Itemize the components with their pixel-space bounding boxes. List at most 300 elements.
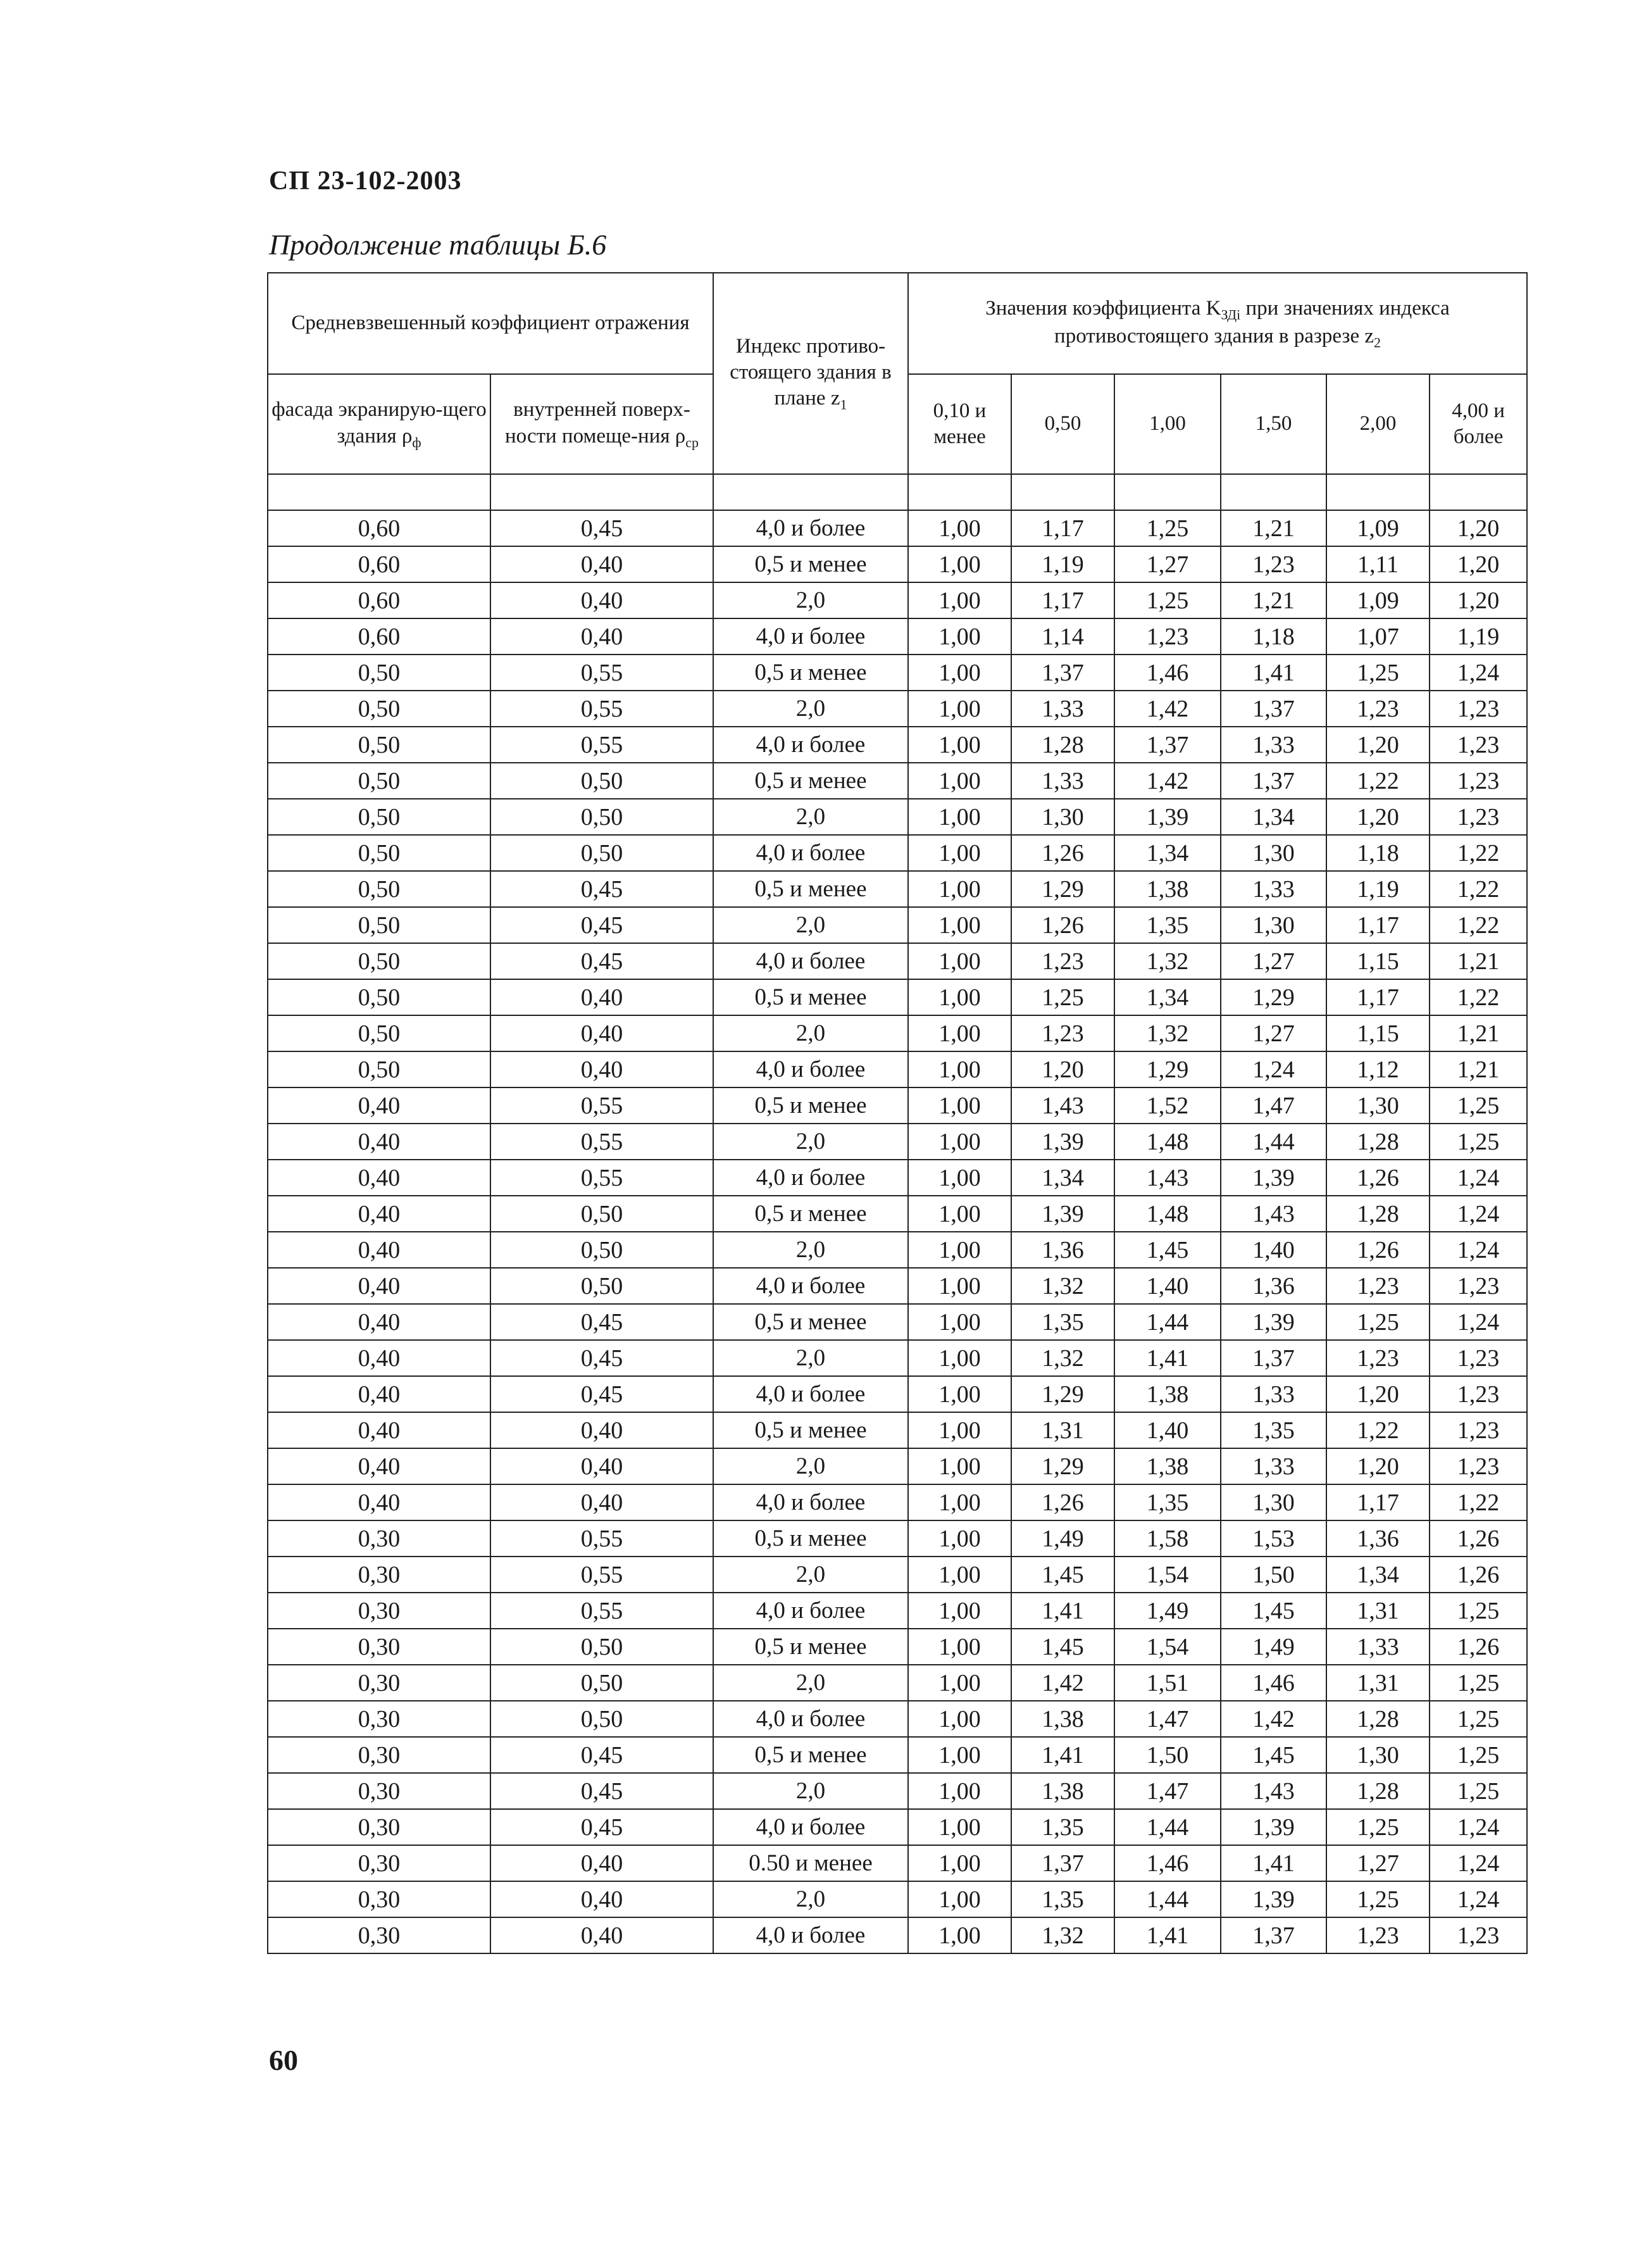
table-cell: 1,22 [1430,907,1527,943]
table-cell: 0,30 [268,1845,490,1881]
table-cell: 1,11 [1326,546,1430,582]
table-cell: 1,23 [1430,691,1527,727]
table-cell: 1,33 [1221,1448,1326,1484]
table-cell: 1,33 [1221,727,1326,763]
table-cell: 1,21 [1221,582,1326,618]
table-cell: 1,17 [1011,510,1114,546]
table-cell: 1,21 [1221,510,1326,546]
table-row [268,835,1527,871]
table-cell: 1,24 [1430,1232,1527,1268]
table-cell: 0,40 [490,618,713,655]
table-cell: 1,38 [1114,1448,1221,1484]
table-row [268,1665,1527,1701]
table-cell: 1,00 [908,871,1011,907]
table-cell: 1,42 [1221,1701,1326,1737]
table-cell: 1,41 [1011,1593,1114,1629]
table-cell: 1,36 [1326,1520,1430,1557]
table-cell: 0,30 [268,1701,490,1737]
table-cell: 1,41 [1011,1737,1114,1773]
cell-index-plan: 4,0 и более [713,1268,908,1304]
table-cell: 1,00 [908,1881,1011,1917]
table-cell: 1,20 [1326,799,1430,835]
table-cell: 0,40 [490,1448,713,1484]
table-cell: 1,37 [1114,727,1221,763]
cell-index-plan: 0,5 и менее [713,655,908,691]
table-cell: 1,25 [1114,582,1221,618]
table-cell: 0,50 [490,835,713,871]
table-cell: 1,19 [1011,546,1114,582]
table-cell: 1,38 [1011,1773,1114,1809]
table-cell: 1,15 [1326,943,1430,979]
table-cell: 1,23 [1430,1340,1527,1376]
table-cell: 0,30 [268,1593,490,1629]
header-reflection-group [268,273,713,374]
table-cell: 1,20 [1430,546,1527,582]
table-cell: 1,33 [1326,1629,1430,1665]
table-cell: 0,40 [268,1196,490,1232]
table-cell: 0,40 [490,546,713,582]
table-cell: 1,00 [908,1737,1011,1773]
table-cell: 0,50 [268,655,490,691]
table-cell: 1,32 [1011,1917,1114,1953]
cell-index-plan: 0,5 и менее [713,1629,908,1665]
table-cell: 0,30 [268,1809,490,1845]
table-cell: 1,41 [1221,1845,1326,1881]
table-cell: 1,00 [908,582,1011,618]
table-cell: 0,55 [490,691,713,727]
table-cell: 0,50 [490,1268,713,1304]
table-cell: 0,60 [268,510,490,546]
table-cell: 1,00 [908,1196,1011,1232]
header-values-sub: ЗД [1221,306,1237,323]
table-cell: 1,26 [1326,1160,1430,1196]
table-cell: 1,21 [1430,1015,1527,1051]
table-row [268,1629,1527,1665]
table-cell: 0,50 [268,907,490,943]
table-row [268,510,1527,546]
table-cell: 1,00 [908,655,1011,691]
table-cell: 1,39 [1221,1809,1326,1845]
table-cell: 1,49 [1114,1593,1221,1629]
table-cell: 1,23 [1430,1268,1527,1304]
cell-index-plan: 0,5 и менее [713,871,908,907]
table-row [268,546,1527,582]
table-cell: 1,46 [1221,1665,1326,1701]
header-reflection-label: Средневзвешенный коэффициент отражения [291,311,690,335]
table-cell: 1,29 [1011,871,1114,907]
table-cell: 1,22 [1430,871,1527,907]
table-cell: 1,22 [1430,835,1527,871]
header-z2-col-5: 4,00 и более [1430,374,1527,474]
table-cell: 1,25 [1430,1593,1527,1629]
header-values-prefix: Значения коэффициента K [985,296,1221,320]
table-cell: 0,30 [268,1917,490,1953]
table-cell: 0,60 [268,618,490,655]
header-index-plan [713,273,908,474]
table-cell: 0,45 [490,1304,713,1340]
cell-index-plan: 0,5 и менее [713,979,908,1015]
cell-index-plan: 4,0 и более [713,943,908,979]
cell-index-plan: 4,0 и более [713,1484,908,1520]
table-row [268,871,1527,907]
table-cell: 1,39 [1221,1160,1326,1196]
table-cell: 1,47 [1114,1773,1221,1809]
table-cell: 0,30 [268,1665,490,1701]
table-row [268,1845,1527,1881]
header-values-suffix: при значениях индекса противостоящего здания в разрезе z [1054,296,1450,348]
header-z2-col-3: 1,50 [1221,374,1326,474]
table-cell: 1,41 [1114,1917,1221,1953]
table-cell: 0,50 [490,763,713,799]
header-z2-col-4: 2,00 [1326,374,1430,474]
table-cell: 1,23 [1221,546,1326,582]
table-cell: 0,40 [490,1484,713,1520]
table-cell: 1,23 [1326,691,1430,727]
table-cell: 1,00 [908,799,1011,835]
table-cell: 1,14 [1011,618,1114,655]
table-cell: 0,50 [268,763,490,799]
table-cell: 1,20 [1326,1448,1430,1484]
table-cell: 1,22 [1430,979,1527,1015]
table-cell: 1,50 [1114,1737,1221,1773]
table-cell: 1,23 [1430,799,1527,835]
table-cell: 1,00 [908,1268,1011,1304]
table-cell: 1,00 [908,1665,1011,1701]
table-cell: 0,45 [490,943,713,979]
header-interior-label: внутренней поверх-ности помеще-ния ρ [504,398,690,448]
table-cell: 1,00 [908,1557,1011,1593]
table-header [268,273,1527,510]
cell-index-plan: 2,0 [713,582,908,618]
table-cell: 1,24 [1430,1845,1527,1881]
cell-index-plan: 4,0 и более [713,835,908,871]
table-cell: 1,38 [1114,871,1221,907]
table-cell: 1,45 [1221,1593,1326,1629]
table-cell: 1,26 [1430,1629,1527,1665]
table-cell: 1,49 [1221,1629,1326,1665]
table-cell: 1,00 [908,510,1011,546]
table-cell: 1,24 [1430,1809,1527,1845]
table-cell: 1,28 [1326,1773,1430,1809]
table-row [268,1268,1527,1304]
table-row [268,1304,1527,1340]
table-cell: 0,55 [490,655,713,691]
table-row [268,582,1527,618]
table-cell: 1,00 [908,546,1011,582]
table-cell: 0,30 [268,1629,490,1665]
table-cell: 1,24 [1430,1196,1527,1232]
table-cell: 1,37 [1011,1845,1114,1881]
table-cell: 0,30 [268,1520,490,1557]
cell-index-plan: 0,5 и менее [713,1304,908,1340]
table-cell: 0,40 [490,979,713,1015]
table-cell: 1,00 [908,1232,1011,1268]
table-cell: 1,00 [908,1448,1011,1484]
table-cell: 0,55 [490,1160,713,1196]
table-row [268,655,1527,691]
table-cell: 0,50 [268,1051,490,1087]
table-cell: 1,31 [1326,1665,1430,1701]
table-cell: 1,33 [1221,1376,1326,1412]
table-cell: 1,09 [1326,510,1430,546]
table-cell: 1,51 [1114,1665,1221,1701]
table-cell: 1,23 [1011,1015,1114,1051]
cell-index-plan: 0,5 и менее [713,763,908,799]
table-cell: 0,45 [490,1773,713,1809]
header-spacer [268,474,1527,510]
table-cell: 1,19 [1430,618,1527,655]
table-cell: 1,23 [1326,1268,1430,1304]
table-cell: 1,07 [1326,618,1430,655]
table-cell: 1,30 [1221,1484,1326,1520]
table-cell: 1,40 [1221,1232,1326,1268]
table-cell: 1,28 [1326,1124,1430,1160]
table-cell: 1,25 [1114,510,1221,546]
table-cell: 1,54 [1114,1557,1221,1593]
table-cell: 1,43 [1114,1160,1221,1196]
table-cell: 0,40 [268,1484,490,1520]
table-caption: Продолжение таблицы Б.6 [269,229,607,261]
table-cell: 0,40 [268,1160,490,1196]
table-cell: 1,00 [908,907,1011,943]
table-cell: 1,37 [1221,1340,1326,1376]
table-cell: 1,28 [1326,1701,1430,1737]
table-row [268,907,1527,943]
table-cell: 1,23 [1326,1340,1430,1376]
table-cell: 1,12 [1326,1051,1430,1087]
table-cell: 1,37 [1221,691,1326,727]
table-cell: 0,40 [268,1087,490,1124]
table-cell: 1,00 [908,1629,1011,1665]
table-cell: 1,24 [1430,1881,1527,1917]
table-cell: 0,55 [490,1124,713,1160]
cell-index-plan: 4,0 и более [713,1376,908,1412]
table-cell: 1,43 [1221,1196,1326,1232]
table-cell: 0,45 [490,871,713,907]
table-cell: 1,38 [1011,1701,1114,1737]
cell-index-plan: 4,0 и более [713,510,908,546]
table-cell: 1,35 [1011,1304,1114,1340]
table-cell: 1,00 [908,1845,1011,1881]
table-cell: 1,21 [1430,1051,1527,1087]
cell-index-plan: 0,5 и менее [713,1087,908,1124]
table-cell: 1,00 [908,1809,1011,1845]
table-cell: 0,40 [268,1412,490,1448]
table-cell: 1,22 [1326,1412,1430,1448]
table-cell: 1,00 [908,979,1011,1015]
cell-index-plan: 0,5 и менее [713,1520,908,1557]
table-row [268,1448,1527,1484]
cell-index-plan: 4,0 и более [713,618,908,655]
table-cell: 1,00 [908,1376,1011,1412]
table-cell: 0,40 [268,1232,490,1268]
table-cell: 0,45 [490,1376,713,1412]
table-cell: 1,44 [1221,1124,1326,1160]
table-cell: 1,18 [1326,835,1430,871]
table-cell: 1,34 [1326,1557,1430,1593]
table-cell: 0,50 [268,727,490,763]
table-cell: 0,50 [268,871,490,907]
table-cell: 1,26 [1011,1484,1114,1520]
table-cell: 1,25 [1430,1087,1527,1124]
table-cell: 1,26 [1430,1557,1527,1593]
table-cell: 1,15 [1326,1015,1430,1051]
table-cell: 1,48 [1114,1124,1221,1160]
table-cell: 1,39 [1221,1881,1326,1917]
table-cell: 0,50 [268,1015,490,1051]
table-cell: 0,40 [268,1340,490,1376]
table-cell: 1,29 [1221,979,1326,1015]
table-cell: 1,00 [908,691,1011,727]
table-cell: 1,00 [908,835,1011,871]
table-cell: 1,25 [1011,979,1114,1015]
header-values-sub2: i [1237,306,1241,323]
table-cell: 1,36 [1221,1268,1326,1304]
header-z2-col-0: 0,10 и менее [908,374,1011,474]
cell-index-plan: 2,0 [713,1881,908,1917]
table-cell: 1,20 [1326,1376,1430,1412]
page-number: 60 [269,2044,298,2076]
table-cell: 1,00 [908,1593,1011,1629]
header-values-group [908,273,1527,374]
table-cell: 1,30 [1326,1737,1430,1773]
table-cell: 1,32 [1011,1340,1114,1376]
table-cell: 1,23 [1114,618,1221,655]
cell-index-plan: 4,0 и более [713,1160,908,1196]
table-cell: 1,00 [908,1340,1011,1376]
table-cell: 1,45 [1011,1629,1114,1665]
table-cell: 0,45 [490,1737,713,1773]
table-cell: 0,55 [490,1520,713,1557]
cell-index-plan: 2,0 [713,1124,908,1160]
table-row [268,1376,1527,1412]
table-cell: 1,31 [1011,1412,1114,1448]
table-cell: 1,23 [1326,1917,1430,1953]
table-cell: 1,00 [908,618,1011,655]
table-cell: 1,25 [1430,1773,1527,1809]
table-cell: 0,40 [268,1448,490,1484]
table-cell: 1,22 [1326,763,1430,799]
header-interior [490,374,713,474]
table-row [268,1701,1527,1737]
table-cell: 0,50 [490,1629,713,1665]
table-cell: 1,29 [1114,1051,1221,1087]
table-cell: 1,00 [908,1917,1011,1953]
table-cell: 1,53 [1221,1520,1326,1557]
table-cell: 1,29 [1011,1448,1114,1484]
table-cell: 1,40 [1114,1268,1221,1304]
table-cell: 1,37 [1221,1917,1326,1953]
table-cell: 1,00 [908,1520,1011,1557]
table-cell: 1,45 [1221,1737,1326,1773]
table-cell: 0,30 [268,1881,490,1917]
table-cell: 0,55 [490,727,713,763]
table-row [268,1773,1527,1809]
table-row [268,1196,1527,1232]
table-row [268,1593,1527,1629]
table-cell: 1,43 [1011,1087,1114,1124]
table-cell: 1,25 [1326,1881,1430,1917]
table-cell: 1,23 [1430,727,1527,763]
table-cell: 0,50 [490,1196,713,1232]
table-cell: 0,40 [268,1268,490,1304]
table-cell: 0,45 [490,907,713,943]
table-cell: 1,37 [1011,655,1114,691]
table-cell: 1,00 [908,1412,1011,1448]
table-body [268,510,1527,1953]
table-row [268,1124,1527,1160]
table-cell: 1,17 [1011,582,1114,618]
table-cell: 0,50 [268,979,490,1015]
table-cell: 1,20 [1430,510,1527,546]
header-values-suffix-sub: 2 [1374,334,1381,351]
table-cell: 1,28 [1326,1196,1430,1232]
table-cell: 1,23 [1011,943,1114,979]
table-cell: 1,00 [908,1304,1011,1340]
table-cell: 0,55 [490,1593,713,1629]
table-cell: 1,47 [1114,1701,1221,1737]
table-cell: 1,42 [1114,691,1221,727]
table-cell: 0,55 [490,1087,713,1124]
table-cell: 1,23 [1430,1448,1527,1484]
table-cell: 0,50 [490,1665,713,1701]
table-cell: 1,23 [1430,1917,1527,1953]
table-cell: 1,24 [1430,1304,1527,1340]
cell-index-plan: 2,0 [713,907,908,943]
table-cell: 1,47 [1221,1087,1326,1124]
table-cell: 0,30 [268,1737,490,1773]
cell-index-plan: 4,0 и более [713,1701,908,1737]
table-cell: 1,32 [1114,1015,1221,1051]
table-cell: 1,00 [908,1160,1011,1196]
table-cell: 1,34 [1011,1160,1114,1196]
header-index-plan-label: Индекс противо-стоящего здания в плане z [730,334,892,410]
table-row [268,1917,1527,1953]
table-row [268,1737,1527,1773]
table-cell: 1,23 [1430,1412,1527,1448]
table-cell: 1,41 [1221,655,1326,691]
table-cell: 0,40 [490,1845,713,1881]
table-row [268,979,1527,1015]
table-cell: 1,25 [1430,1701,1527,1737]
table-cell: 1,44 [1114,1304,1221,1340]
table-row [268,618,1527,655]
header-facade-sub: ф [412,434,421,451]
cell-index-plan: 2,0 [713,691,908,727]
table-cell: 1,25 [1430,1737,1527,1773]
table-cell: 0,40 [268,1376,490,1412]
table-cell: 1,36 [1011,1232,1114,1268]
table-cell: 1,23 [1430,763,1527,799]
table-cell: 1,45 [1114,1232,1221,1268]
table-row [268,1087,1527,1124]
table-cell: 1,22 [1430,1484,1527,1520]
table-cell: 0,55 [490,1557,713,1593]
table-cell: 1,33 [1011,691,1114,727]
table-cell: 1,31 [1326,1593,1430,1629]
table-cell: 1,43 [1221,1773,1326,1809]
header-index-plan-sub: 1 [840,396,847,413]
table-cell: 1,24 [1430,1160,1527,1196]
table-cell: 1,35 [1011,1809,1114,1845]
table-row [268,691,1527,727]
table-cell: 1,17 [1326,1484,1430,1520]
cell-index-plan: 2,0 [713,1665,908,1701]
table-cell: 1,58 [1114,1520,1221,1557]
table-cell: 1,24 [1430,655,1527,691]
table-cell: 0,40 [490,1881,713,1917]
cell-index-plan: 2,0 [713,799,908,835]
